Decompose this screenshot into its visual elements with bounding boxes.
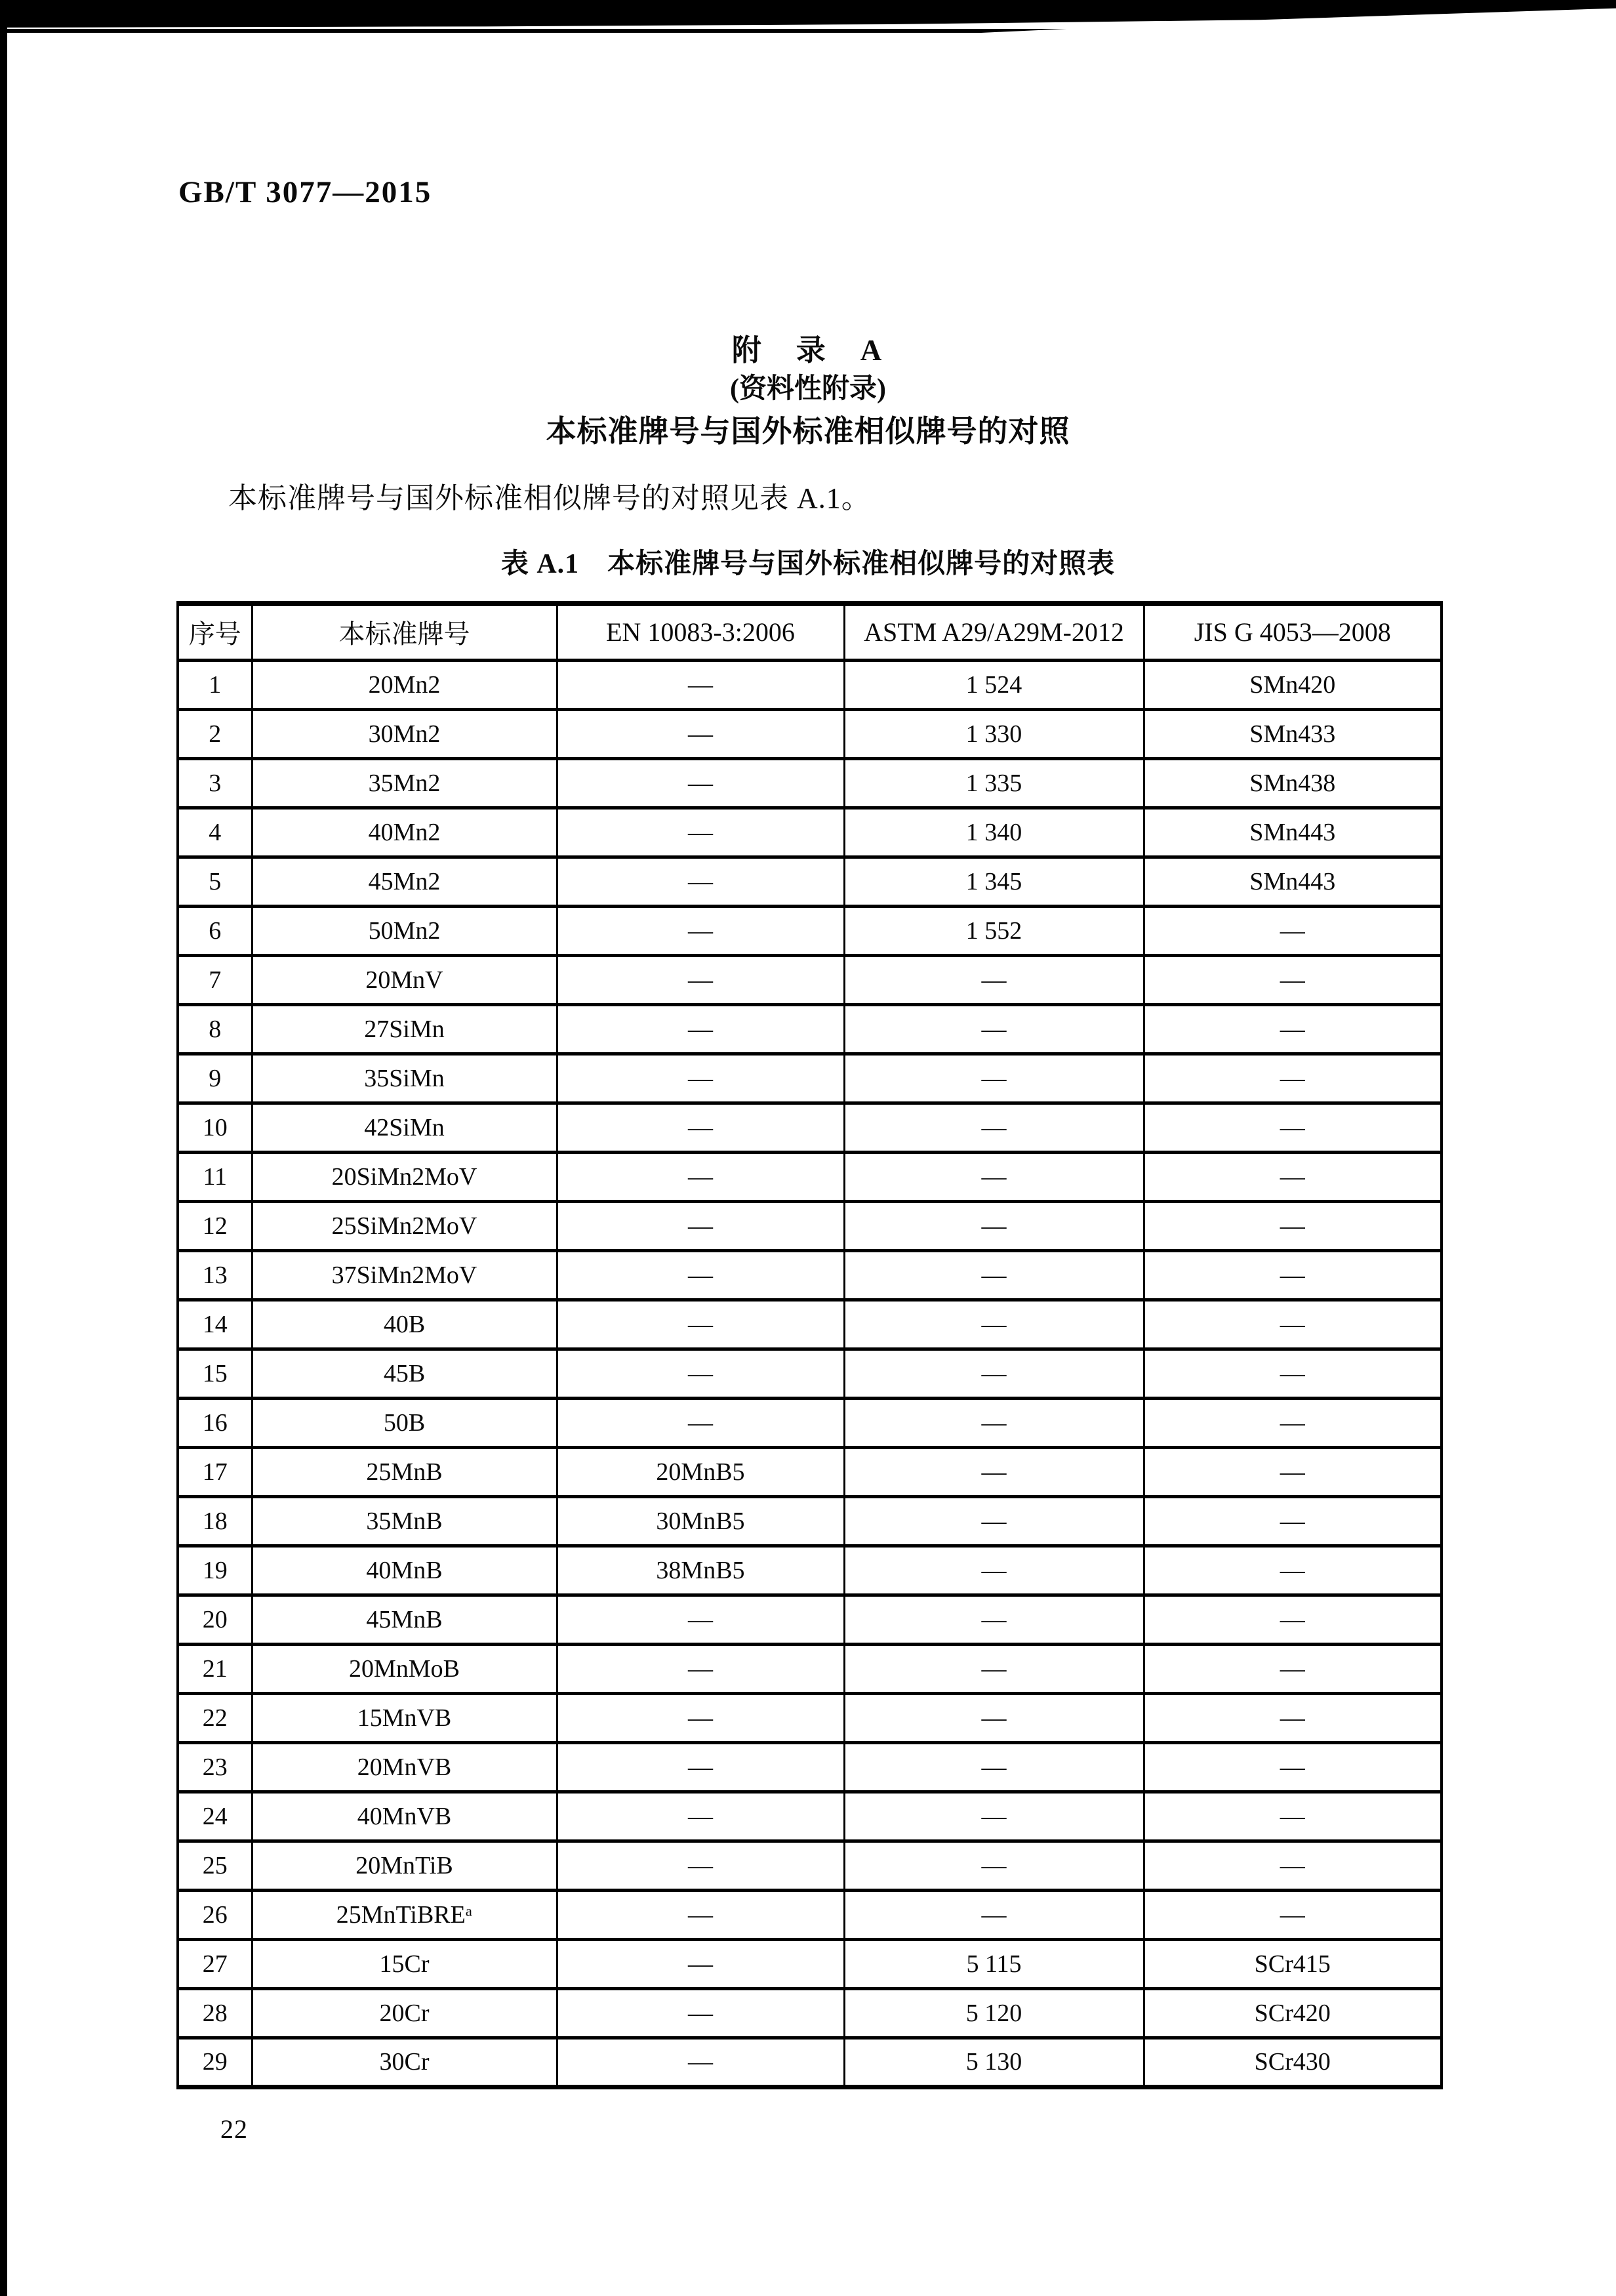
table-cell: 13 xyxy=(178,1250,252,1300)
table-row xyxy=(178,1447,1442,1496)
table-cell: 35SiMn xyxy=(252,1054,557,1103)
table-row xyxy=(178,660,1442,709)
table-cell: 42SiMn xyxy=(252,1103,557,1152)
table-cell: — xyxy=(1144,1890,1442,1939)
table-cell: 30Mn2 xyxy=(252,709,557,758)
table-row xyxy=(178,1890,1442,1939)
table-cell: 10 xyxy=(178,1103,252,1152)
table-cell: — xyxy=(557,1250,844,1300)
table-cell: — xyxy=(844,1595,1144,1644)
table-cell: 1 335 xyxy=(844,758,1144,808)
table-header-row xyxy=(178,604,1442,660)
table-cell: 37SiMn2MoV xyxy=(252,1250,557,1300)
table-cell: — xyxy=(557,906,844,955)
table-cell: — xyxy=(557,1841,844,1890)
table-cell: 19 xyxy=(178,1546,252,1595)
table-cell: — xyxy=(844,1398,1144,1447)
table-cell: 20 xyxy=(178,1595,252,1644)
table-row xyxy=(178,955,1442,1004)
table-cell: 25MnB xyxy=(252,1447,557,1496)
table-cell: SCr430 xyxy=(1144,2038,1442,2087)
table-cell: — xyxy=(1144,1349,1442,1398)
table-cell: — xyxy=(1144,1152,1442,1201)
table-cell: 1 340 xyxy=(844,808,1144,857)
table-row xyxy=(178,1496,1442,1546)
table-cell: — xyxy=(1144,1546,1442,1595)
table-cell: 4 xyxy=(178,808,252,857)
table-cell: — xyxy=(557,1398,844,1447)
table-cell: 40MnB xyxy=(252,1546,557,1595)
table-cell: 3 xyxy=(178,758,252,808)
table-cell: — xyxy=(844,1054,1144,1103)
table-cell: 20Mn2 xyxy=(252,660,557,709)
table-cell: 40Mn2 xyxy=(252,808,557,857)
table-cell: — xyxy=(557,1300,844,1349)
table-cell: 20MnVB xyxy=(252,1742,557,1792)
table-cell: 23 xyxy=(178,1742,252,1792)
table-cell: 45MnB xyxy=(252,1595,557,1644)
table-cell: — xyxy=(557,1152,844,1201)
table-cell: 35Mn2 xyxy=(252,758,557,808)
table-cell: 15Cr xyxy=(252,1939,557,1988)
table-cell: 20MnTiB xyxy=(252,1841,557,1890)
table-row xyxy=(178,1250,1442,1300)
standard-number-header: GB/T 3077—2015 xyxy=(178,175,432,209)
table-cell: — xyxy=(1144,1742,1442,1792)
table-cell: — xyxy=(844,1152,1144,1201)
table-cell: — xyxy=(1144,1398,1442,1447)
table-cell: — xyxy=(844,1349,1144,1398)
table-cell: 5 130 xyxy=(844,2038,1144,2087)
table-cell: — xyxy=(557,1054,844,1103)
table-cell: — xyxy=(1144,1250,1442,1300)
table-cell: — xyxy=(557,2038,844,2087)
table-cell: 9 xyxy=(178,1054,252,1103)
table-cell: — xyxy=(1144,1054,1442,1103)
table-cell: 20MnMoB xyxy=(252,1644,557,1693)
table-row xyxy=(178,1398,1442,1447)
table-cell: 1 345 xyxy=(844,857,1144,906)
table-cell: 1 552 xyxy=(844,906,1144,955)
table-cell: — xyxy=(844,1792,1144,1841)
table-cell: 40MnVB xyxy=(252,1792,557,1841)
table-cell: — xyxy=(1144,1300,1442,1349)
table-cell: 7 xyxy=(178,955,252,1004)
table-row xyxy=(178,2038,1442,2087)
table-cell: — xyxy=(1144,1595,1442,1644)
table-cell: — xyxy=(844,1693,1144,1742)
table-cell: 20SiMn2MoV xyxy=(252,1152,557,1201)
table-cell: 14 xyxy=(178,1300,252,1349)
table-cell: — xyxy=(1144,906,1442,955)
table-cell: SMn443 xyxy=(1144,808,1442,857)
table-cell: 25SiMn2MoV xyxy=(252,1201,557,1250)
table-row xyxy=(178,906,1442,955)
table-cell: 17 xyxy=(178,1447,252,1496)
table-cell: — xyxy=(844,1300,1144,1349)
table-cell: — xyxy=(557,1693,844,1742)
grade-comparison-table xyxy=(176,601,1443,2089)
table-cell: 5 115 xyxy=(844,1939,1144,1988)
table-body xyxy=(178,660,1442,2087)
table-cell: 29 xyxy=(178,2038,252,2087)
table-cell: — xyxy=(844,1250,1144,1300)
table-cell: 27SiMn xyxy=(252,1004,557,1054)
table-cell: — xyxy=(844,1742,1144,1792)
table-cell: — xyxy=(557,1939,844,1988)
table-cell: — xyxy=(844,1103,1144,1152)
table-row xyxy=(178,808,1442,857)
table-cell: — xyxy=(1144,955,1442,1004)
appendix-subject-title: 本标准牌号与国外标准相似牌号的对照 xyxy=(546,415,1070,448)
table-cell: — xyxy=(557,955,844,1004)
table-row xyxy=(178,1693,1442,1742)
table-cell: — xyxy=(844,1201,1144,1250)
table-row xyxy=(178,1103,1442,1152)
table-cell: 18 xyxy=(178,1496,252,1546)
page-number: 22 xyxy=(220,2114,248,2144)
table-cell: 8 xyxy=(178,1004,252,1054)
table-cell: — xyxy=(844,1447,1144,1496)
table-cell: — xyxy=(557,660,844,709)
table-cell: 15 xyxy=(178,1349,252,1398)
table-cell: — xyxy=(844,1546,1144,1595)
appendix-subtitle-informative: (资料性附录) xyxy=(730,374,886,404)
table-cell: 25 xyxy=(178,1841,252,1890)
table-row xyxy=(178,1988,1442,2038)
table-cell: — xyxy=(844,1890,1144,1939)
table-cell: SMn420 xyxy=(1144,660,1442,709)
table-cell: 25MnTiBREᵃ xyxy=(252,1890,557,1939)
table-cell: 1 524 xyxy=(844,660,1144,709)
table-cell: 30MnB5 xyxy=(557,1496,844,1546)
table-row xyxy=(178,1644,1442,1693)
table-cell: — xyxy=(1144,1004,1442,1054)
table-cell: — xyxy=(1144,1447,1442,1496)
appendix-title: 附 录 A xyxy=(731,334,885,367)
table-cell: SMn438 xyxy=(1144,758,1442,808)
table-cell: 20Cr xyxy=(252,1988,557,2038)
table-caption: 表 A.1 本标准牌号与国外标准相似牌号的对照表 xyxy=(500,549,1116,579)
table-cell: 20MnV xyxy=(252,955,557,1004)
scan-artifact-top-line xyxy=(0,29,1066,33)
table-cell: 38MnB5 xyxy=(557,1546,844,1595)
table-cell: 30Cr xyxy=(252,2038,557,2087)
table-cell: 45Mn2 xyxy=(252,857,557,906)
table-cell: — xyxy=(557,1742,844,1792)
table-cell: — xyxy=(557,1595,844,1644)
table-row xyxy=(178,1939,1442,1988)
table-cell: SCr415 xyxy=(1144,1939,1442,1988)
table-cell: 16 xyxy=(178,1398,252,1447)
table-cell: 15MnVB xyxy=(252,1693,557,1742)
table-cell: 20MnB5 xyxy=(557,1447,844,1496)
table-row xyxy=(178,709,1442,758)
table-cell: SCr420 xyxy=(1144,1988,1442,2038)
table-cell: — xyxy=(557,758,844,808)
table-row xyxy=(178,1201,1442,1250)
table-cell: — xyxy=(557,709,844,758)
table-cell: — xyxy=(557,808,844,857)
table-cell: 5 120 xyxy=(844,1988,1144,2038)
table-row xyxy=(178,1152,1442,1201)
column-header: 序号 xyxy=(178,604,252,660)
column-header: ASTM A29/A29M-2012 xyxy=(844,604,1144,660)
table-cell: — xyxy=(844,1644,1144,1693)
table-cell: 12 xyxy=(178,1201,252,1250)
table-cell: — xyxy=(1144,1201,1442,1250)
table-row xyxy=(178,1742,1442,1792)
table-cell: — xyxy=(557,1890,844,1939)
table-cell: — xyxy=(844,1496,1144,1546)
table-cell: — xyxy=(844,1841,1144,1890)
column-header: 本标准牌号 xyxy=(252,604,557,660)
column-header: JIS G 4053—2008 xyxy=(1144,604,1442,660)
table-cell: — xyxy=(844,955,1144,1004)
table-cell: 5 xyxy=(178,857,252,906)
table-cell: 24 xyxy=(178,1792,252,1841)
table-cell: — xyxy=(557,1988,844,2038)
table-cell: — xyxy=(557,1792,844,1841)
table-cell: SMn443 xyxy=(1144,857,1442,906)
table-row xyxy=(178,1841,1442,1890)
table-cell: 45B xyxy=(252,1349,557,1398)
table-row xyxy=(178,1349,1442,1398)
table-cell: — xyxy=(1144,1693,1442,1742)
intro-paragraph: 本标准牌号与国外标准相似牌号的对照见表 A.1。 xyxy=(228,482,871,514)
table-cell: — xyxy=(1144,1103,1442,1152)
table-row xyxy=(178,1004,1442,1054)
table-cell: 50Mn2 xyxy=(252,906,557,955)
table-row xyxy=(178,857,1442,906)
table-row xyxy=(178,1546,1442,1595)
table-cell: 50B xyxy=(252,1398,557,1447)
table-cell: — xyxy=(1144,1644,1442,1693)
table-cell: 35MnB xyxy=(252,1496,557,1546)
table-cell: 6 xyxy=(178,906,252,955)
table-cell: 22 xyxy=(178,1693,252,1742)
table-cell: — xyxy=(557,1201,844,1250)
table-cell: SMn433 xyxy=(1144,709,1442,758)
table-cell: — xyxy=(557,1644,844,1693)
table-cell: 27 xyxy=(178,1939,252,1988)
table-cell: 11 xyxy=(178,1152,252,1201)
table-row xyxy=(178,1054,1442,1103)
table-cell: 21 xyxy=(178,1644,252,1693)
scan-artifact-top-bar xyxy=(0,0,1616,28)
table-row xyxy=(178,1300,1442,1349)
table-cell: — xyxy=(1144,1841,1442,1890)
table-cell: 40B xyxy=(252,1300,557,1349)
table-cell: — xyxy=(1144,1792,1442,1841)
table-cell: 1 xyxy=(178,660,252,709)
table-row xyxy=(178,1595,1442,1644)
table-cell: — xyxy=(557,1004,844,1054)
table-cell: 1 330 xyxy=(844,709,1144,758)
table-cell: — xyxy=(557,857,844,906)
table-cell: 2 xyxy=(178,709,252,758)
table-cell: 26 xyxy=(178,1890,252,1939)
table-row xyxy=(178,758,1442,808)
column-header: EN 10083-3:2006 xyxy=(557,604,844,660)
table-cell: — xyxy=(844,1004,1144,1054)
table-cell: — xyxy=(557,1349,844,1398)
table-cell: 28 xyxy=(178,1988,252,2038)
table-cell: — xyxy=(1144,1496,1442,1546)
table-row xyxy=(178,1792,1442,1841)
table-cell: — xyxy=(557,1103,844,1152)
